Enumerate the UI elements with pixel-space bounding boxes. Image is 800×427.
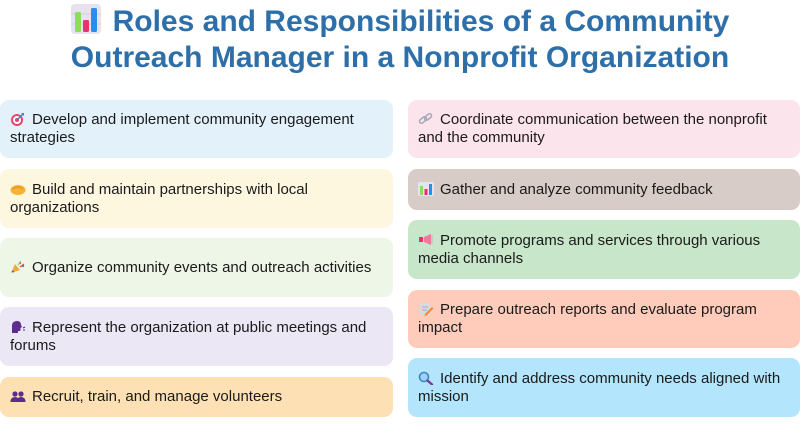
direct-hit-target-icon [10, 112, 26, 126]
card-text: Recruit, train, and manage volunteers [32, 388, 283, 405]
responsibility-card [0, 307, 393, 366]
speaking-head-icon [10, 320, 26, 334]
responsibility-card [0, 377, 393, 417]
title-text-line-1: Roles and Responsibilities of a Community [112, 5, 730, 38]
card-text: Develop and implement community engagement strategies [10, 111, 354, 146]
responsibility-card [408, 220, 800, 279]
page-title [0, 4, 800, 76]
card-text: Gather and analyze community feedback [440, 180, 713, 198]
card-text: Build and maintain partnerships with local organizations [10, 180, 308, 216]
responsibility-card [408, 100, 800, 158]
bar-chart-icon [71, 4, 101, 34]
responsibility-card [408, 290, 800, 348]
magnifying-glass-icon [418, 371, 434, 385]
megaphone-icon [418, 233, 434, 247]
responsibility-card [408, 358, 800, 417]
card-text: Promote programs and services through various media channels [418, 231, 761, 267]
card-text: Organize community events and outreach activities [32, 258, 372, 276]
responsibility-card [408, 169, 800, 210]
card-text: Represent the organization at public meetings and forums [10, 318, 367, 354]
card-text: Coordinate communication between the nonprofit and the community [418, 111, 767, 146]
responsibility-card [0, 169, 393, 228]
memo-icon [418, 302, 434, 316]
title-line-1 [0, 4, 800, 40]
handshake-icon [10, 182, 26, 196]
responsibility-card [0, 238, 393, 297]
link-icon [418, 112, 434, 126]
card-text: Prepare outreach reports and evaluate program impact [418, 301, 757, 336]
bar-chart-icon [418, 182, 434, 196]
busts-in-silhouette-icon [10, 389, 26, 403]
party-popper-icon [10, 260, 26, 274]
responsibility-card [0, 100, 393, 158]
card-text: Identify and address community needs aligned with mission [418, 369, 781, 405]
title-text-line-2: Outreach Manager in a Nonprofit Organization [70, 41, 730, 74]
